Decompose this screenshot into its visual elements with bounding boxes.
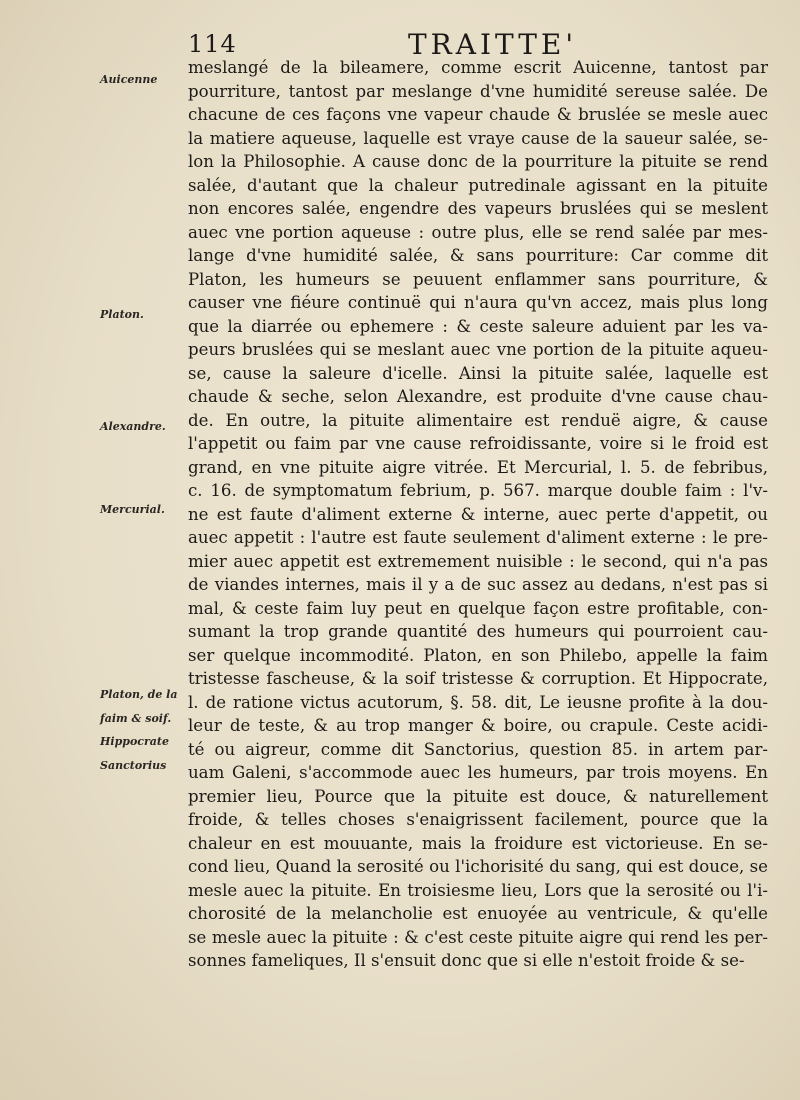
margin-note-mercurial: Mercurial. bbox=[100, 503, 165, 516]
text-line: mier auec appetit est extremement nuisible : le second, qui n'a pas bbox=[188, 551, 768, 571]
text-line: chorosité de la melancholie est enuoyée au ventricule, & qu'elle bbox=[188, 904, 768, 923]
text-line: de viandes internes, mais il y a de suc assez au dedans, n'est pas si bbox=[188, 575, 768, 594]
text-line: sonnes fameliques, Il s'ensuit donc que si elle n'estoit froide & se- bbox=[188, 951, 745, 970]
text-line: tristesse fascheuse, & la soif tristesse & corruption. Et Hippocrate, bbox=[188, 669, 768, 688]
text-line: sumant la trop grande quantité des humeurs qui pourroient cau- bbox=[188, 622, 768, 641]
text-line: leur de teste, & au trop manger & boire, ou crapule. Ceste acidi- bbox=[188, 716, 768, 735]
text-line: l'appetit ou faim par vne cause refroidissante, voire si le froid est bbox=[188, 434, 768, 453]
text-line: té ou aigreur, comme dit Sanctorius, question 85. in artem par- bbox=[188, 739, 768, 759]
text-line: premier lieu, Pource que la pituite est douce, & naturellement bbox=[188, 786, 768, 806]
margin-note-platon-hippocrate-sanctorius: Platon, de la faim & soif. Hippocrate Sanctorius bbox=[100, 688, 178, 772]
text-line: se mesle auec la pituite : & c'est ceste pituite aigre qui rend les per- bbox=[188, 927, 768, 947]
text-line: c. 16. de symptomatum febrium, p. 567. marque double faim : l'v- bbox=[188, 481, 768, 500]
text-line: mesle auec la pituite. En troisiesme lieu, Lors que la serosité ou l'i- bbox=[188, 880, 768, 900]
body-text bbox=[188, 56, 768, 973]
margin-note-alexandre: Alexandre. bbox=[100, 420, 166, 433]
text-line: grand, en vne pituite aigre vitrée. Et Mercurial, l. 5. de febribus, bbox=[188, 457, 768, 477]
text-line: salée, d'autant que la chaleur putredinale agissant en la pituite bbox=[188, 175, 768, 195]
text-line: auec vne portion aqueuse : outre plus, elle se rend salée par mes- bbox=[188, 222, 768, 242]
text-line: Platon, les humeurs se peuuent enflammer sans pourriture, & bbox=[188, 269, 768, 289]
margin-note-platon: Platon. bbox=[100, 308, 144, 321]
text-line: se, cause la saleure d'icelle. Ainsi la pituite salée, laquelle est bbox=[188, 363, 768, 383]
text-line: ser quelque incommodité. Platon, en son Philebo, appelle la faim bbox=[188, 645, 768, 665]
text-line: cond lieu, Quand la serosité ou l'ichorisité du sang, qui est douce, se bbox=[188, 857, 768, 876]
running-title: TRAITTE' bbox=[408, 28, 578, 61]
text-line: pourriture, tantost par meslange d'vne humidité sereuse salée. De bbox=[188, 81, 768, 101]
text-line: lange d'vne humidité salée, & sans pourriture: Car comme dit bbox=[188, 246, 768, 265]
text-line: ne est faute d'aliment externe & interne, auec perte d'appetit, ou bbox=[188, 504, 768, 524]
text-line: la matiere aqueuse, laquelle est vraye cause de la saueur salée, se- bbox=[188, 128, 768, 148]
text-line: non encores salée, engendre des vapeurs bruslées qui se meslent bbox=[188, 199, 768, 218]
text-line: de. En outre, la pituite alimentaire est renduë aigre, & cause bbox=[188, 410, 768, 430]
text-line: chaleur en est mouuante, mais la froidure est victorieuse. En se- bbox=[188, 833, 768, 853]
page-number: 114 bbox=[188, 30, 237, 58]
text-line: chaude & seche, selon Alexandre, est produite d'vne cause chau- bbox=[188, 387, 768, 406]
text-line: froide, & telles choses s'enaigrissent facilement, pource que la bbox=[188, 810, 768, 829]
text-line: auec appetit : l'autre est faute seulement d'aliment externe : le pre- bbox=[188, 528, 768, 547]
text-line: meslangé de la bileamere, comme escrit Auicenne, tantost par bbox=[188, 58, 768, 77]
text-line: l. de ratione victus acutorum, §. 58. dit, Le ieusne profite à la dou- bbox=[188, 692, 768, 712]
text-line: peurs bruslées qui se meslant auec vne portion de la pituite aqueu- bbox=[188, 340, 768, 359]
text-line: mal, & ceste faim luy peut en quelque façon estre profitable, con- bbox=[188, 598, 768, 618]
text-line: que la diarrée ou ephemere : & ceste saleure aduient par les va- bbox=[188, 316, 768, 336]
text-line: chacune de ces façons vne vapeur chaude & bruslée se mesle auec bbox=[188, 105, 768, 124]
text-line: uam Galeni, s'accommode auec les humeurs, par trois moyens. En bbox=[188, 763, 768, 782]
text-line: causer vne fiéure continuë qui n'aura qu'vn accez, mais plus long bbox=[188, 293, 768, 312]
margin-note-avicenne: Auicenne bbox=[100, 73, 158, 86]
text-line: lon la Philosophie. A cause donc de la pourriture la pituite se rend bbox=[188, 152, 768, 171]
